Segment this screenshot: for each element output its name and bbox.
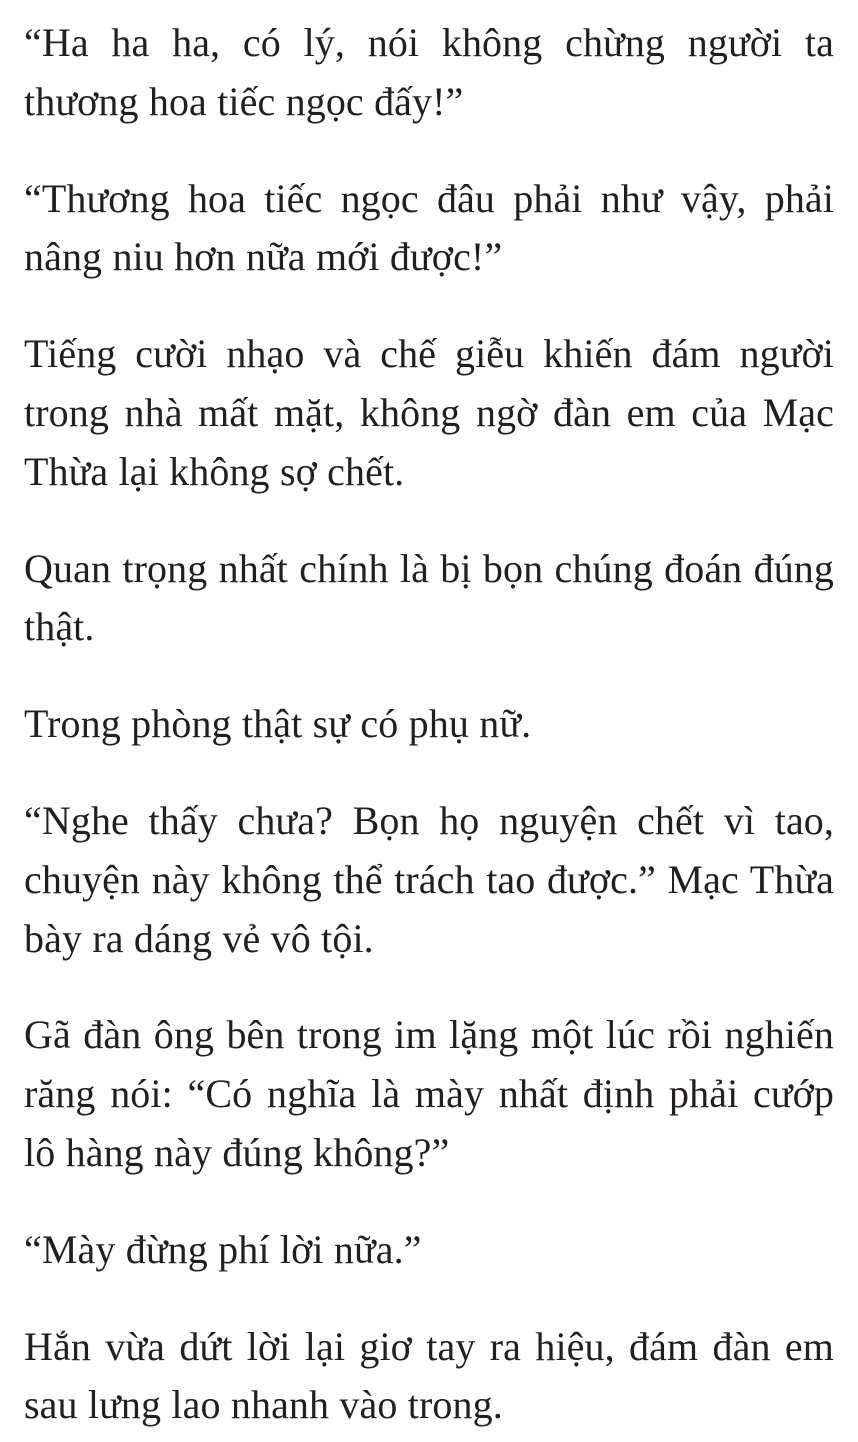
paragraph: “Thương hoa tiếc ngọc đâu phải như vậy, phải nâng niu hơn nữa mới được!” xyxy=(24,175,834,280)
paragraph: “Ha ha ha, có lý, nói không chừng người ta thương hoa tiếc ngọc đấy!” xyxy=(24,20,834,124)
paragraph: Hắn vừa dứt lời lại giơ tay ra hiệu, đám đàn em sau lưng lao nhanh vào trong. xyxy=(24,1323,834,1428)
paragraph: Quan trọng nhất chính là bị bọn chúng đoán đúng thật. xyxy=(24,545,834,650)
paragraph: “Mày đừng phí lời nữa.” xyxy=(24,1226,422,1272)
paragraph: Gã đàn ông bên trong im lặng một lúc rồi nghiến răng nói: “Có nghĩa là mày nhất định phải cướp lô hàng này đúng không?” xyxy=(24,1012,834,1175)
paragraph: Trong phòng thật sự có phụ nữ. xyxy=(24,701,532,747)
paragraph: Tiếng cười nhạo và chế giễu khiến đám người trong nhà mất mặt, không ngờ đàn em của Mạc Thừa lại không sợ chết. xyxy=(24,331,834,494)
paragraph: “Nghe thấy chưa? Bọn họ nguyện chết vì tao, chuyện này không thể trách tao được.” Mạc Thừa bày ra dáng vẻ vô tội. xyxy=(24,797,834,961)
